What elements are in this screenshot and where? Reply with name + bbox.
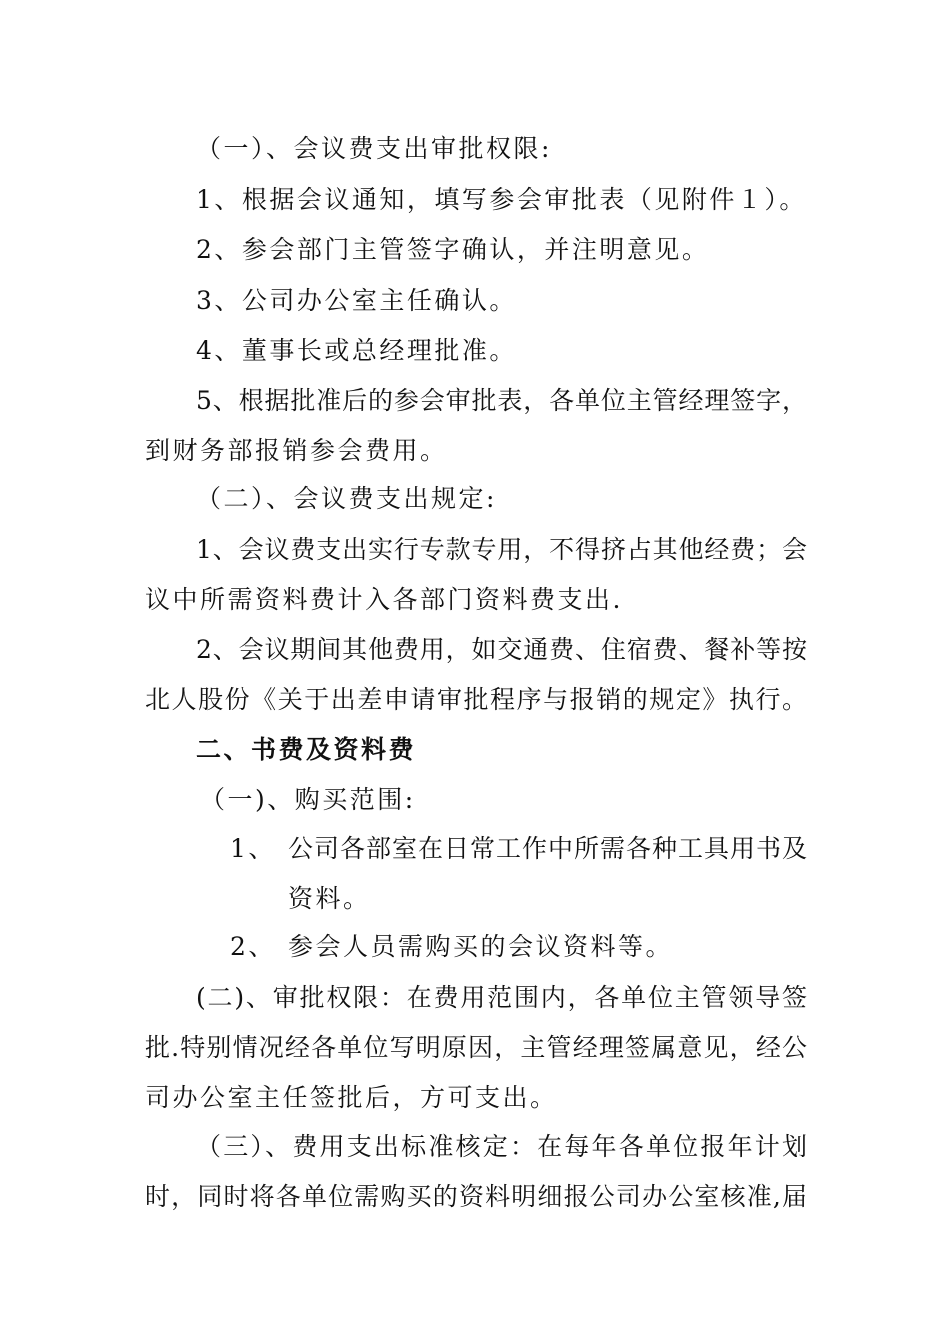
paragraph-line: (二)、审批权限：在费用范围内，各单位主管领导签: [196, 983, 807, 1012]
paragraph-line: 2、会议期间其他费用，如交通费、住宿费、餐补等按: [196, 635, 807, 664]
paragraph-line: 1、会议费支出实行专款专用，不得挤占其他经费；会: [196, 535, 807, 564]
paragraph-line: 3、公司办公室主任确认。: [196, 286, 517, 315]
list-item-text: 资料。: [288, 884, 371, 913]
list-item-text: 参会人员需购买的会议资料等。: [288, 932, 674, 961]
subsection-heading: （一)、购买范围:: [200, 785, 416, 814]
paragraph-line: 议中所需资料费计入各部门资料费支出.: [145, 585, 623, 614]
paragraph-line: 2、参会部门主管签字确认，并注明意见。: [196, 235, 710, 264]
list-number: 2、: [230, 932, 276, 961]
paragraph-line: 到财务部报销参会费用。: [145, 436, 448, 465]
paragraph-line: 4、董事长或总经理批准。: [196, 336, 517, 365]
list-number: 1、: [230, 834, 276, 863]
paragraph-line: 北人股份《关于出差申请审批程序与报销的规定》执行。: [145, 685, 807, 714]
subsection-heading: （一）、会议费支出审批权限:: [196, 134, 552, 163]
list-item-text: 公司各部室在日常工作中所需各种工具用书及: [288, 834, 807, 863]
paragraph-line: 1、根据会议通知，填写参会审批表（见附件１）。: [196, 185, 807, 214]
paragraph-line: 5、根据批准后的参会审批表，各单位主管经理签字，: [196, 386, 807, 415]
paragraph-line: 司办公室主任签批后，方可支出。: [145, 1083, 558, 1112]
paragraph-line: （三）、费用支出标准核定：在每年各单位报年计划: [196, 1132, 807, 1161]
subsection-heading: （二）、会议费支出规定:: [196, 484, 497, 513]
paragraph-line: 时，同时将各单位需购买的资料明细报公司办公室核准,届: [145, 1182, 807, 1211]
section-heading: 二、书费及资料费: [196, 735, 417, 764]
paragraph-line: 批.特别情况经各单位写明原因，主管经理签属意见，经公: [145, 1033, 807, 1062]
